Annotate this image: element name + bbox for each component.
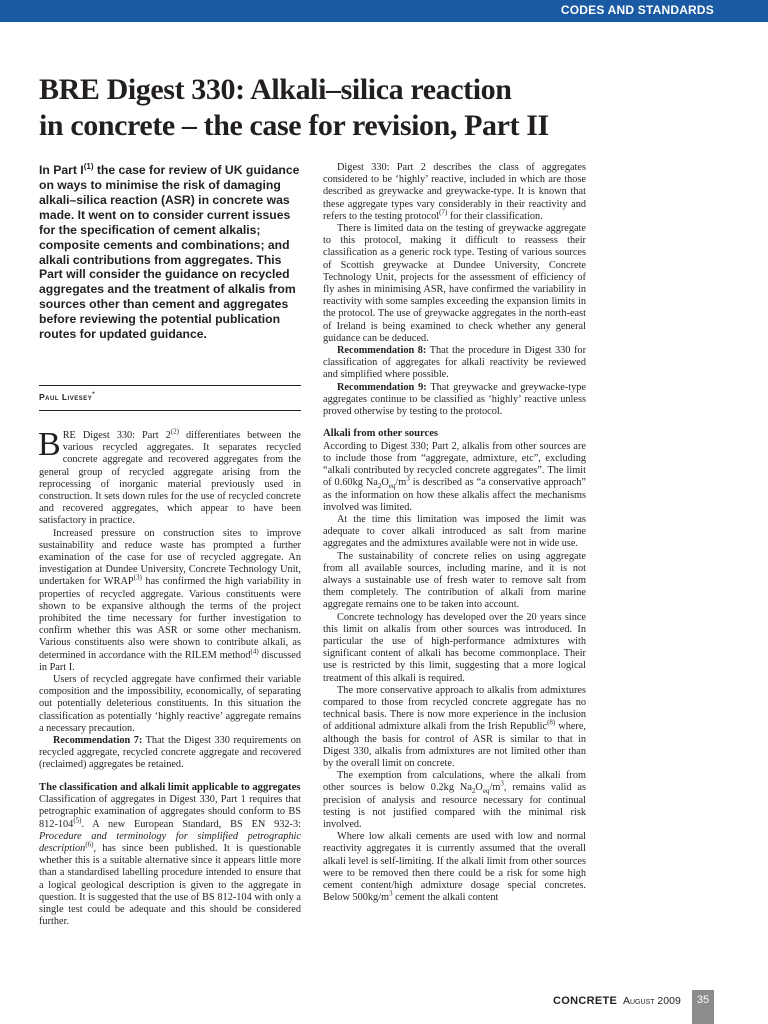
text-run: /m: [489, 782, 501, 794]
divider-top: [39, 385, 301, 386]
text-run: for their classification.: [447, 210, 543, 222]
left-column: [38, 426, 302, 928]
text-run: RE Digest 330: Part 2: [62, 430, 171, 441]
section-heading: Alkali from other sources: [323, 428, 439, 440]
text-run: differentiates between the various recycled aggregates. It separates recycled concrete aggregate and recovered aggregates from the general group of recycled aggregate arising from the reprocessing of inorganic material previously used in construction. It sets down rules for the use of recycled concrete and recovered aggregates, which appear to have been satisfactory in practice.: [39, 430, 301, 527]
text-run: where, although the basis for control of ASR is similar to that in Digest 330, alkalis from admixtures are not limited other than by the overall limit on concrete.: [323, 721, 586, 770]
text-run: That the procedure in Digest 330 for classification of aggregates for alkali reactivity be reviewed and simplified where possible.: [323, 345, 586, 381]
subscript: eq: [388, 482, 396, 491]
footer-date: August 2009: [623, 995, 681, 1007]
superscript: 3: [406, 474, 410, 483]
paragraph: There is limited data on the testing of greywacke aggregate to this protocol, making it difficult to reassess their classification as a generic rock type. Testing of various sources of Scottish greywacke at Dundee University, Concrete Technology Unit, projects for the assessment of efficiency of fly ashes in minimising ASR, have confirmed the variability in reactivity with some samples exceeding the expansion limits in the protocol. The use of greywacke aggregates in the north-east of Ireland is being examined to check whether any general guidance can be deduced.: [323, 223, 586, 344]
subscript: eq: [482, 787, 490, 796]
superscript: 3: [389, 889, 393, 898]
text-run: The more conservative approach to alkalis from admixtures compared to those from recycled concrete aggregate has no technical basis. There is now more experience in the inclusion of additional admixture alkali from the Irish Republic: [323, 684, 586, 733]
text-run: discussed in Part I.: [39, 649, 302, 673]
recommendation-label: Recommendation 9:: [337, 381, 427, 393]
text-run: is described as “a conservative approach” as the information on how these alkalis affect the mechanisms involved was limited.: [323, 477, 586, 513]
drop-cap: B: [38, 426, 61, 463]
standfirst-ref: (1): [83, 162, 94, 171]
paragraph: Concrete technology has developed over the 20 years since this limit on alkalis from other sources was introduced. In particular the use of high-performance admixtures with significant content of alkali has become commonplace. Their use is restricted by this limit, suggesting that a more logical treatment of this alkali is required.: [323, 611, 586, 684]
text-run: O: [475, 782, 483, 794]
paragraph: [323, 162, 586, 223]
standard-title: Procedure and terminology for simplified petrographic description: [39, 830, 301, 854]
title-line-1: BRE Digest 330: Alkali–silica reaction: [39, 73, 512, 106]
reference-mark: (2): [170, 427, 179, 436]
recommendation-label: Recommendation 7:: [53, 735, 143, 747]
recommendation-label: Recommendation 8:: [337, 345, 427, 357]
page-number: 35: [696, 994, 710, 1006]
text-run: The exemption from calculations, where the alkali from other sources is below 0.2kg Na: [323, 770, 586, 794]
section-heading: The classification and alkali limit applicable to aggregates: [39, 781, 301, 793]
text-run: That greywacke and greywacke-type aggregates continue to be classified as ‘highly’ reactive unless proved otherwise by testing to the protocol.: [323, 381, 586, 418]
standfirst-text-b: the case for review of UK guidance on ways to minimise the risk of damaging alkali–silica reaction (ASR) in concrete was made. It went on to consider current issues for the specification of cement alkalis; composite cements and combinations; and alkali contributions from aggregates. This Part will consider the guidance on recycled aggregates and the treatment of alkalis from sources other than cement and aggregates before reviewing the potential publication routes for updated guidance.: [39, 163, 300, 342]
subscript: 2: [377, 482, 382, 491]
recommendation-8: [323, 345, 586, 382]
subscript: 2: [471, 787, 476, 796]
text-run: Digest 330: Part 2 describes the class of aggregates considered to be ‘highly’ reactive, included in which are those described as greywacke and greywacke-type. It is known that these aggregate types vary considerably in their reactivity and refers to the testing protocol: [323, 162, 586, 222]
footer-magazine-name: CONCRETE: [553, 995, 618, 1007]
reference-mark: (4): [250, 647, 259, 656]
paragraph: [323, 831, 586, 904]
text-run: /m: [395, 477, 407, 489]
text-run: , has since been published. It is questionable whether this is a suitable alternative since it appears little more than a standardised labelling procedure intended to ensure that a logical geological description is given to the aggregate in question. It is suggested that the use of BS 812-104 with only a single test could be adequate and this should be considered further.: [39, 843, 301, 928]
reference-mark: (3): [133, 574, 142, 583]
text-run: Classification of aggregates in Digest 330, Part 1 requires that petrographic examination of aggregates should conform to BS 812-104: [39, 794, 301, 830]
section-label: CODES AND STANDARDS: [560, 3, 714, 17]
paragraph: [39, 794, 301, 928]
reference-mark: (6): [85, 840, 94, 849]
text-run: Increased pressure on construction sites to improve sustainability and reduce waste has prompted a further examination of the case for use of recycled aggregate. An investigation at Dundee University, Concrete Technology Unit, undertaken for WRAP: [39, 527, 301, 588]
recommendation-9: [323, 382, 586, 419]
reference-mark: (7): [439, 208, 448, 217]
reference-mark: (5): [73, 816, 82, 825]
text-run: O: [381, 477, 389, 489]
right-column: [323, 162, 586, 904]
title-line-2: in concrete – the case for revision, Part II: [39, 109, 549, 142]
text-run: That the Digest 330 requirements on recycled aggregate, recycled concrete aggregate and recovered (reclaimed) aggregates be retained.: [39, 735, 301, 771]
recommendation-7: [39, 735, 301, 772]
text-run: has confirmed the high variability in properties of recycled aggregate. Various constituents were shown to be expansive although the terms of the project prohibited the time necessary for further investigation to confirm whether this was ASR or some other mechanism. Various constituents also were shown to contribute alkali, as determined in accordance with the RILEM method: [39, 576, 301, 661]
superscript: 3: [500, 780, 504, 789]
author-mark: *: [92, 392, 96, 399]
author-name: Paul Livesey: [39, 392, 93, 402]
divider-bottom: [39, 410, 301, 411]
text-run: . A new European Standard, BS EN 932-3:: [81, 818, 301, 830]
standfirst-text-a: In Part I: [39, 163, 84, 178]
paragraph: At the time this limitation was imposed the limit was adequate to cover alkali introduced as salt from marine aggregates and the admixtures available were not in wide use.: [323, 513, 586, 550]
paragraph: [323, 441, 586, 514]
author-byline: [39, 392, 95, 402]
paragraph: [38, 426, 301, 528]
paragraph: [39, 528, 301, 674]
text-run: According to Digest 330; Part 2, alkalis from other sources are to include those from “aggregate, admixture, etc”, excluding “alkali contributed by recycled concrete aggregates”. The limit of 0.60kg Na: [323, 440, 586, 489]
paragraph: The sustainability of concrete relies on using aggregate from all available sources, including marine, and it is not always a sustainable use of fresh water to remove salt from them completely. The contribution of alkali from marine aggregate remains one to be taken into account.: [323, 550, 586, 611]
paragraph: [323, 770, 586, 831]
reference-mark: (8): [547, 719, 556, 728]
article-title: [39, 72, 719, 144]
paragraph: Users of recycled aggregate have confirmed their variable composition and the impossibility, economically, of separating out potentially deleterious constituents. In this situation the classification as potentially ‘highly reactive’ aggregate remains a necessary precaution.: [39, 674, 301, 734]
text-run: cement the alkali content: [392, 892, 499, 904]
paragraph: [323, 685, 586, 770]
text-run: , remains valid as precision of analysis and resource necessary for continual testing is not justified compared with the minimal risk involved.: [323, 782, 586, 831]
text-run: Where low alkali cements are used with low and normal reactivity aggregates it is currently assumed that the overall alkali level is self-limiting. If the alkali limit from other sources were to be removed then there could be a risk for some high cement content/high admixture dosage special concretes. Below 500kg/m: [323, 831, 586, 904]
standfirst: [39, 160, 304, 342]
